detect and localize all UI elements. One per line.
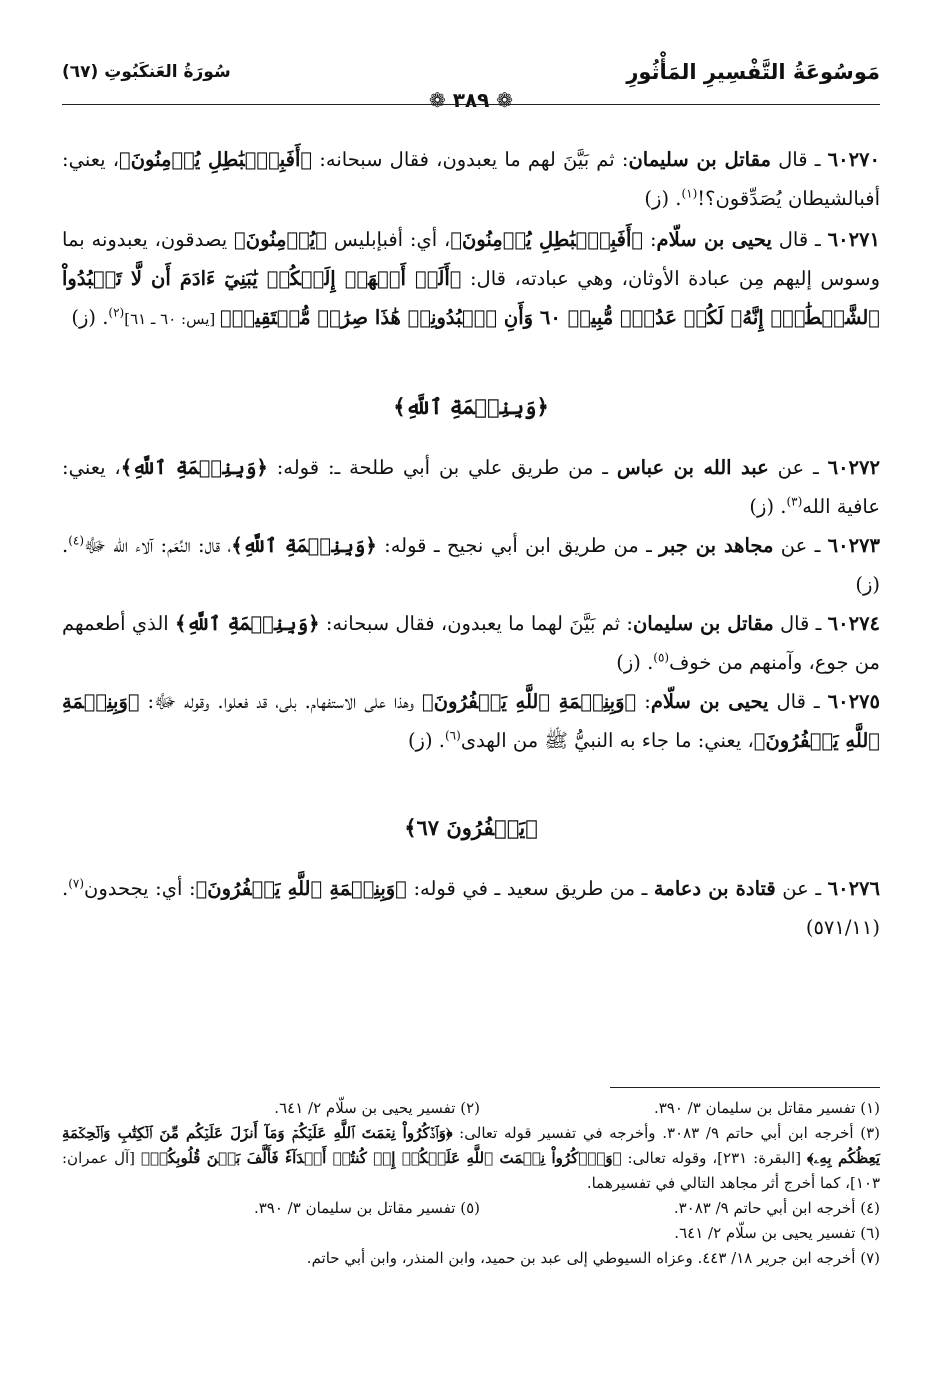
footnote-row bbox=[62, 1096, 880, 1121]
entry-marker: . (ز) bbox=[644, 187, 682, 210]
footnote-3 bbox=[62, 1121, 880, 1196]
entry-marker: . (ز) bbox=[62, 534, 880, 596]
main-text bbox=[62, 140, 880, 947]
footnote-2: (٢) تفسير يحيى بن سلّام ٢/ ٦٤١. bbox=[274, 1099, 480, 1117]
quran-verse: ﴿وَٱذۡكُرُواْ نِعۡمَتَ ٱللَّهِ عَلَيۡكُمۡ إِذۡ كُنتُمۡ أَعۡدَآءٗ فَأَلَّفَ بَيۡنَ قُلُوبِكُمۡ﴾ bbox=[140, 1149, 622, 1167]
entry-number: ٦٠٢٧٤ bbox=[827, 612, 881, 635]
entry-60271 bbox=[62, 220, 880, 339]
footnote-text: [آل عمران: ١٠٣]، كما أخرج أثر مجاهد التالي في تفسيرهما. bbox=[62, 1149, 880, 1192]
surah-title: سُورَةُ العَنكَبُوتِ (٦٧) bbox=[62, 62, 231, 82]
entry-marker: . (٥٧١/١١) bbox=[62, 877, 880, 939]
quran-verse: ﴿أَفَبِٱلۡبَٰطِلِ يُؤۡمِنُونَ﴾ bbox=[450, 228, 644, 251]
entry-60276 bbox=[62, 869, 880, 947]
page-number: ❁ ٣٨٩ ❁ bbox=[428, 88, 514, 112]
entry-60270 bbox=[62, 140, 880, 218]
quran-verse: ﴿أَفَبِٱلۡبَٰطِلِ يُؤۡمِنُونَ﴾ bbox=[119, 148, 313, 171]
quran-verse: ﴿يُؤۡمِنُونَ﴾ bbox=[234, 228, 328, 251]
entry-text: : ثم بَيَّنَ لهما ما يعبدون، فقال سبحانه: bbox=[319, 612, 633, 635]
footnote-ref[interactable]: (١) bbox=[681, 186, 698, 201]
entry-number: ٦٠٢٧٣ bbox=[827, 534, 881, 557]
quran-verse: ﴿وَٱذۡكُرُواْ نِعۡمَتَ ٱللَّهِ عَلَيۡكُمۡ وَمَآ أَنزَلَ عَلَيۡكُم مِّنَ ٱلۡكِتَٰبِ وَٱلۡحِكۡمَةِ يَعِظُكُم بِهِۦ﴾ bbox=[62, 1124, 881, 1167]
entry-text: ـ من طريق سعيد ـ في قوله: bbox=[406, 877, 654, 900]
quran-verse: ﴿أَلَمۡ أَعۡهَدۡ إِلَيۡكُمۡ يَٰبَنِيٓ ءَادَمَ أَن لَّا تَعۡبُدُواْ ٱلشَّيۡطَٰنَۖ إِنَّهُۥ لَكُمۡ عَدُوّٞ مُّبِينٞ ٦٠ وَأَنِ ٱعۡبُدُونِيۚ هَٰذَا صِرَٰطٞ مُّسۡتَقِيمٞ﴾ bbox=[62, 267, 880, 329]
narrator-name: يحيى بن سلّام bbox=[656, 228, 772, 251]
footnote-6: (٦) تفسير يحيى بن سلّام ٢/ ٦٤١. bbox=[674, 1224, 880, 1242]
entry-marker: . (ز) bbox=[749, 495, 787, 518]
entry-text: : bbox=[636, 690, 651, 713]
footnote-7: (٧) أخرجه ابن جرير ١٨/ ٤٤٣. وعزاه السيوطي إلى عبد بن حميد، وابن المنذر، وابن أبي حاتم. bbox=[306, 1249, 880, 1267]
footnote-4: (٤) أخرجه ابن أبي حاتم ٩/ ٣٠٨٣. bbox=[673, 1199, 880, 1217]
entry-text: : bbox=[643, 228, 657, 251]
quran-verse: ﴿وَبِنِعۡمَةِ ٱللَّهِ يَكۡفُرُونَ﴾ bbox=[62, 690, 880, 752]
entry-text: ـ من طريق ابن أبي نجيح ـ قوله: bbox=[376, 534, 660, 557]
page-header bbox=[62, 58, 880, 112]
section-heading: ﴿يَكۡفُرُونَ ٦٧﴾ bbox=[404, 815, 538, 840]
narrator-name: يحيى بن سلّام bbox=[650, 690, 769, 713]
entry-text: ـ عن bbox=[768, 456, 828, 479]
footnote-row bbox=[62, 1196, 880, 1221]
entry-number: ٦٠٢٧١ bbox=[827, 228, 880, 251]
quran-verse: ﴿وَبِنِعۡمَةِ ٱللَّهِ يَكۡفُرُونَ﴾ bbox=[422, 690, 637, 713]
entry-text: ، أي: أفبإبليس bbox=[327, 228, 451, 251]
entry-text: ـ قال bbox=[770, 148, 828, 171]
quran-verse: ﴿وَبِنِعۡمَةِ ٱللَّهِ يَكۡفُرُونَ﴾ bbox=[195, 877, 407, 900]
entry-text: ـ قال bbox=[771, 228, 828, 251]
footnote-ref[interactable]: (٥) bbox=[653, 650, 670, 665]
quran-verse: ﴿وَبِنِعۡمَةِ ٱللَّهِ﴾ bbox=[231, 534, 377, 557]
footnote-ref[interactable]: (٧) bbox=[68, 876, 85, 891]
verse-reference: [يس: ٦٠ ـ ٦١] bbox=[124, 310, 221, 328]
entry-number: ٦٠٢٧٢ bbox=[827, 456, 880, 479]
narrator-name: عبد الله بن عباس bbox=[616, 456, 769, 479]
entry-60273 bbox=[62, 526, 880, 604]
footnote-ref[interactable]: (٤) bbox=[68, 533, 85, 548]
footnote-1: (١) تفسير مقاتل بن سليمان ٣/ ٣٩٠. bbox=[653, 1099, 880, 1117]
footnote-text: [البقرة: ٢٣١]، وقوله تعالى: bbox=[621, 1149, 808, 1167]
entry-text: ـ عن bbox=[773, 534, 828, 557]
entry-60274 bbox=[62, 604, 880, 682]
entry-text: ـ من طريق علي بن أبي طلحة ـ: قوله: bbox=[267, 456, 617, 479]
entry-number: ٦٠٢٧٥ bbox=[827, 690, 880, 713]
entry-text: وهذا على الاستفهام. بلى، قد فعلوا. وقوله ﷻ: bbox=[139, 690, 423, 713]
quran-verse: ﴿وَبِنِعۡمَةِ ٱللَّهِ﴾ bbox=[120, 456, 268, 479]
entry-number: ٦٠٢٧٠ bbox=[827, 148, 880, 171]
entry-text: يصدقون، يعبدونه بما وسوس إليهم مِن عبادة الأوثان، وهي عبادته، قال: bbox=[62, 228, 880, 290]
book-title: مَوسُوعَةُ التَّفْسِيرِ المَأْثُورِ bbox=[626, 60, 880, 84]
footnote-rule bbox=[610, 1087, 880, 1088]
entry-text: ، يعني: أفبالشيطان يُصَدِّقون؟! bbox=[62, 148, 880, 210]
entry-text: ، قال: النِّعَم: آلاء الله ﷻ bbox=[84, 534, 232, 557]
entry-text: ـ قال bbox=[773, 612, 828, 635]
entry-text: : أي: يجحدون bbox=[84, 877, 196, 900]
footnotes bbox=[62, 1096, 880, 1271]
entry-number: ٦٠٢٧٦ bbox=[827, 877, 880, 900]
entry-marker: . (ز) bbox=[71, 306, 109, 329]
footnote-text: (٣) أخرجه ابن أبي حاتم ٩/ ٣٠٨٣. وأخرجه في تفسير قوله تعالى: bbox=[452, 1124, 880, 1142]
footnote-ref[interactable]: (٢) bbox=[108, 305, 125, 320]
section-heading: ﴿وَبِنِعۡمَةِ ٱللَّهِ﴾ bbox=[393, 394, 549, 419]
footnote-ref[interactable]: (٦) bbox=[444, 728, 461, 743]
narrator-name: مقاتل بن سليمان bbox=[632, 612, 774, 635]
entry-60272 bbox=[62, 448, 880, 526]
entry-text: ـ عن bbox=[775, 877, 828, 900]
entry-marker: . (ز) bbox=[407, 729, 445, 752]
quran-verse: ﴿وَبِنِعۡمَةِ ٱللَّهِ﴾ bbox=[175, 612, 320, 635]
entry-marker: . (ز) bbox=[616, 651, 654, 674]
narrator-name: قتادة بن دعامة bbox=[653, 877, 776, 900]
entry-text: : ثم بَيَّنَ لهم ما يعبدون، فقال سبحانه: bbox=[312, 148, 629, 171]
narrator-name: مقاتل بن سليمان bbox=[628, 148, 771, 171]
entry-text: ، يعني: عافية الله bbox=[62, 456, 880, 518]
narrator-name: مجاهد بن جبر bbox=[659, 534, 774, 557]
entry-text: الذي أطعمهم من جوع، وآمنهم من خوف bbox=[62, 612, 880, 674]
entry-60275 bbox=[62, 682, 880, 760]
entry-text: ، يعني: ما جاء به النبيُّ ﷺ من الهدى bbox=[460, 729, 754, 752]
header-rule bbox=[62, 104, 880, 105]
footnote-ref[interactable]: (٣) bbox=[786, 494, 803, 509]
entry-text: ـ قال bbox=[768, 690, 828, 713]
footnote-5: (٥) تفسير مقاتل بن سليمان ٣/ ٣٩٠. bbox=[253, 1199, 480, 1217]
